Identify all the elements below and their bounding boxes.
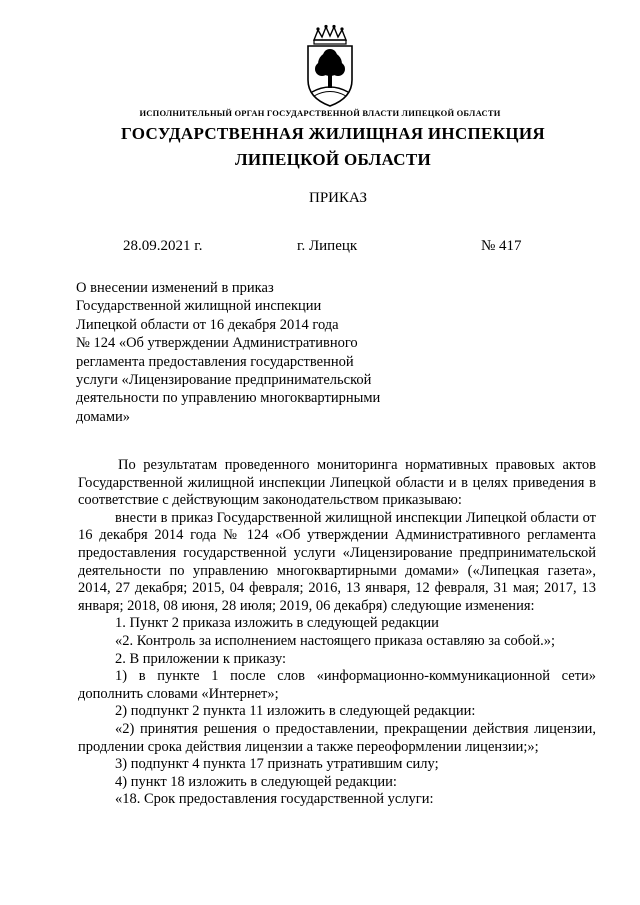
agency-title-line-2: ЛИПЕЦКОЙ ОБЛАСТИ — [234, 150, 432, 169]
body-quote-1: «2. Контроль за исполнением настоящего приказа оставляю за собой.»; — [115, 632, 556, 649]
order-date: 28.09.2021 г. — [123, 238, 203, 254]
subject-line: деятельности по управлению многоквартирными — [76, 390, 381, 407]
body-item-1: 1. Пункт 2 приказа изложить в следующей редакции — [115, 615, 439, 632]
body-item-2: 2. В приложении к приказу: — [115, 650, 287, 667]
order-number: № 417 — [481, 238, 522, 254]
subject-line: регламента предоставления государственной — [76, 353, 354, 370]
body-subitem-3: 3) подпункт 4 пункта 17 признать утратившим силу; — [115, 756, 439, 773]
body-subitem-2: 2) подпункт 2 пункта 11 изложить в следующей редакции: — [115, 703, 476, 720]
subject-line: О внесении изменений в приказ — [76, 280, 274, 296]
coat-of-arms-emblem — [300, 24, 360, 108]
issuing-authority-line: ИСПОЛНИТЕЛЬНЫЙ ОРГАН ГОСУДАРСТВЕННОЙ ВЛАСТИ ЛИПЕЦКОЙ ОБЛАСТИ — [139, 108, 501, 118]
order-subject — [76, 279, 416, 426]
subject-line: Липецкой области от 16 декабря 2014 года — [76, 316, 339, 333]
order-city: г. Липецк — [297, 238, 358, 254]
document-type: ПРИКАЗ — [309, 190, 367, 206]
body-paragraph-preamble: По результатам проведенного мониторинга нормативных правовых актов Государственной жилищной инспекции Липецкой области и в целях приведения в соответствие с действующим законодательством приказываю: — [78, 457, 596, 509]
agency-title-line-1: ГОСУДАРСТВЕННАЯ ЖИЛИЩНАЯ ИНСПЕКЦИЯ — [121, 124, 545, 143]
body-subitem-1: 1) в пункте 1 после слов «информационно-коммуникационной сети» дополнить словами «Интернет»; — [78, 668, 596, 702]
body-subitem-4: 4) пункт 18 изложить в следующей редакции: — [115, 773, 397, 790]
body-quote-3: «18. Срок предоставления государственной услуги: — [115, 791, 434, 808]
subject-line: услуги «Лицензирование предпринимательской — [76, 372, 372, 389]
subject-line: № 124 «Об утверждении Административного — [76, 335, 358, 352]
subject-line: домами» — [76, 408, 131, 425]
body-paragraph-amend: внести в приказ Государственной жилищной инспекции Липецкой области от 16 декабря 2014 года № 124 «Об утверждении Административного регламента предоставления государственной услуги «Лицензирование предпринимательской деятельности по управлению многоквартирными домами» («Липецкая газета», 2014, 27 декабря; 2015, 04 февраля; 2016, 13 января, 12 февраля, 31 мая; 2017, 13 января; 2018, 08 июня, 28 июля; 2019, 06 декабря) следующие изменения: — [78, 509, 596, 614]
body-quote-2: «2) принятия решения о предоставлении, прекращении действия лицензии, продлении срока действия лицензии а также переоформлении лицензии;»; — [78, 720, 596, 755]
order-body — [78, 457, 596, 809]
subject-line: Государственной жилищной инспекции — [76, 298, 322, 315]
